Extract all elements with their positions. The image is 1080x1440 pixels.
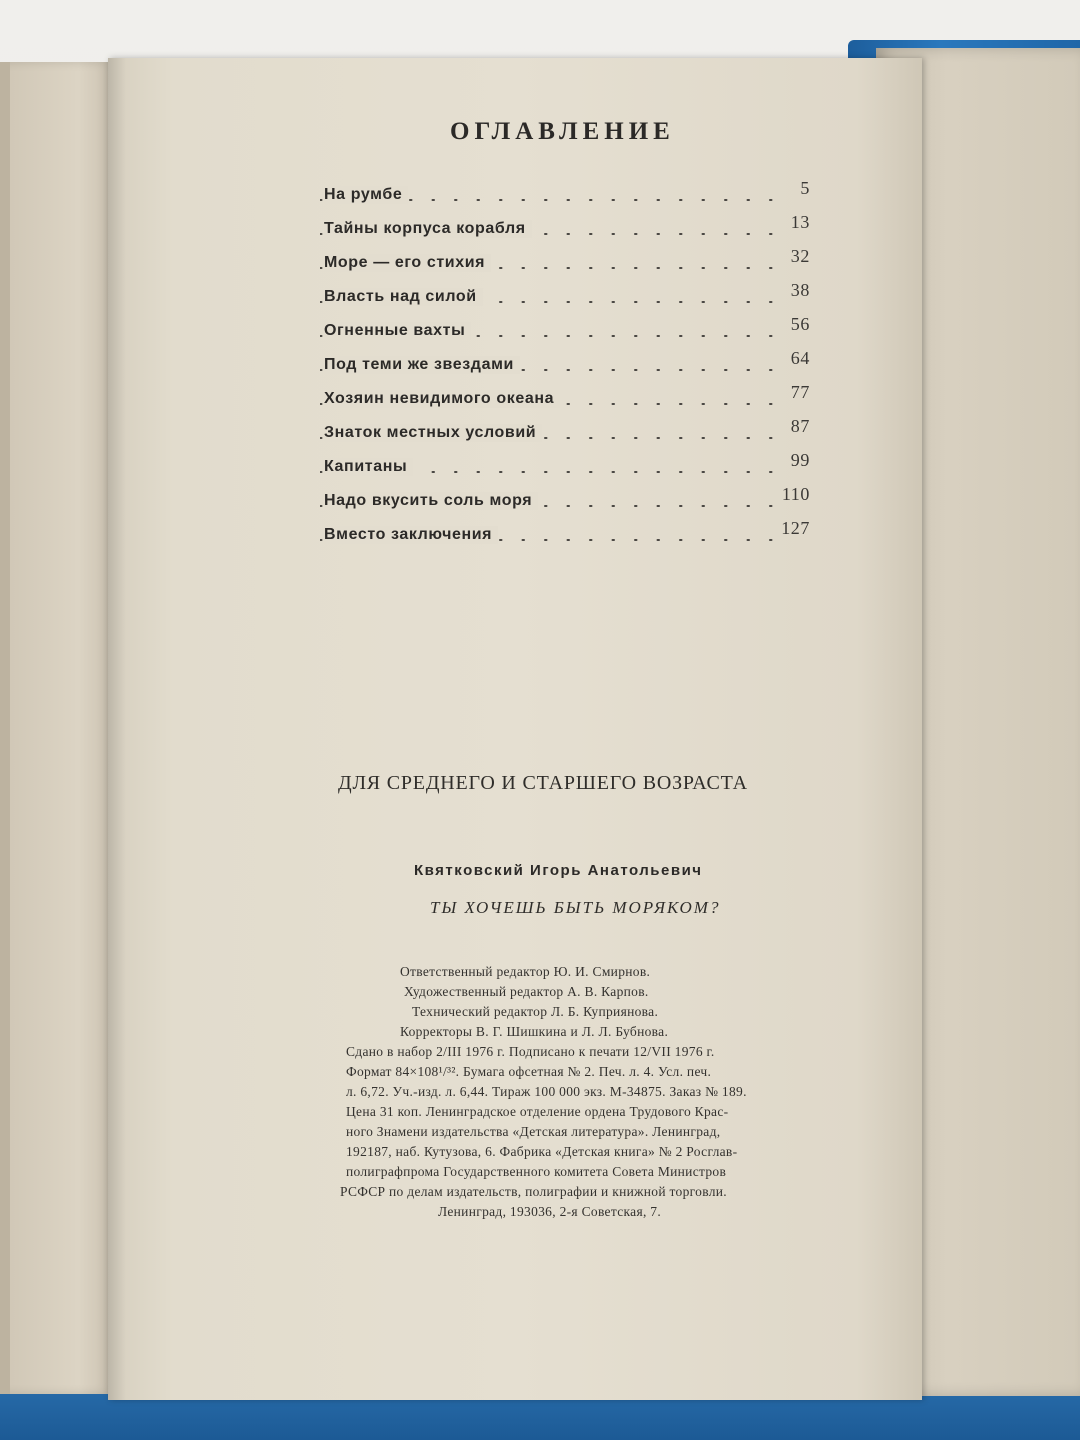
imprint-line: л. 6,72. Уч.-изд. л. 6,44. Тираж 100 000 экз. М-34875. Заказ № 189. (346, 1084, 747, 1099)
page-stack-edge (0, 62, 10, 1394)
toc-entry (320, 274, 810, 308)
toc-entry-page: 99 (790, 450, 810, 470)
imprint-line: Корректоры В. Г. Шишкина и Л. Л. Бубнова. (400, 1024, 669, 1039)
toc-entry-label: Море — его стихия (324, 254, 491, 272)
toc-entry (320, 342, 810, 376)
toc-entry (320, 240, 810, 274)
imprint-line: Художественный редактор А. В. Карпов. (404, 984, 649, 999)
imprint-line: Ленинград, 193036, 2-я Советская, 7. (438, 1204, 662, 1219)
toc-entry (320, 512, 810, 546)
toc-entry-page: 32 (790, 246, 810, 266)
toc-entry-page: 38 (790, 280, 810, 300)
imprint-line: Технический редактор Л. Б. Куприянова. (412, 1004, 659, 1019)
imprint-block (318, 962, 838, 1222)
toc-entry-label: На румбе (324, 186, 408, 204)
imprint-line: ного Знамени издательства «Детская литература». Ленинград, (346, 1124, 721, 1139)
toc-entry-label: Вместо заключения (324, 526, 498, 544)
table-of-contents (320, 172, 810, 546)
toc-entry-label: Хозяин невидимого океана (324, 390, 560, 408)
toc-entry-label: Под теми же звездами (324, 356, 520, 374)
toc-entry (320, 172, 810, 206)
imprint-line: Цена 31 коп. Ленинградское отделение ордена Трудового Крас- (346, 1104, 729, 1119)
toc-entry-page: 87 (790, 416, 810, 436)
toc-entry (320, 376, 810, 410)
toc-entry (320, 308, 810, 342)
toc-entry-page: 13 (790, 212, 810, 232)
author-name: Квятковский Игорь Анатольевич (414, 862, 703, 879)
toc-entry-label: Тайны корпуса корабля (324, 220, 532, 238)
toc-entry-label: Знаток местных условий (324, 424, 542, 442)
spine-shadow (108, 58, 126, 1400)
toc-entry (320, 478, 810, 512)
toc-entry-label: Капитаны (324, 458, 413, 476)
imprint-line: Формат 84×108¹/³². Бумага офсетная № 2. Печ. л. 4. Усл. печ. (346, 1064, 712, 1079)
audience-label: ДЛЯ СРЕДНЕГО И СТАРШЕГО ВОЗРАСТА (338, 772, 748, 794)
toc-entry-page: 110 (781, 484, 810, 504)
toc-entry-label: Надо вкусить соль моря (324, 492, 538, 510)
toc-entry-page: 77 (790, 382, 810, 402)
contents-title: ОГЛАВЛЕНИЕ (450, 118, 675, 145)
toc-entry (320, 410, 810, 444)
toc-entry (320, 444, 810, 478)
book-title: ТЫ ХОЧЕШЬ БЫТЬ МОРЯКОМ? (430, 898, 721, 917)
toc-entry-page: 56 (790, 314, 810, 334)
toc-entry-page: 5 (800, 178, 810, 198)
imprint-line: Сдано в набор 2/III 1976 г. Подписано к печати 12/VII 1976 г. (346, 1044, 715, 1059)
imprint-line: 192187, наб. Кутузова, 6. Фабрика «Детская книга» № 2 Росглав- (346, 1144, 738, 1159)
toc-entry-page: 64 (790, 348, 810, 368)
toc-entry (320, 206, 810, 240)
toc-entry-label: Власть над силой (324, 288, 483, 306)
toc-entry-page: 127 (781, 518, 810, 538)
previous-page-edge (0, 62, 112, 1394)
toc-entry-label: Огненные вахты (324, 322, 471, 340)
imprint-line: полиграфпрома Государственного комитета Совета Министров (346, 1164, 727, 1179)
imprint-line: Ответственный редактор Ю. И. Смирнов. (400, 964, 651, 979)
imprint-line: РСФСР по делам издательств, полиграфии и книжной торговли. (340, 1184, 727, 1199)
